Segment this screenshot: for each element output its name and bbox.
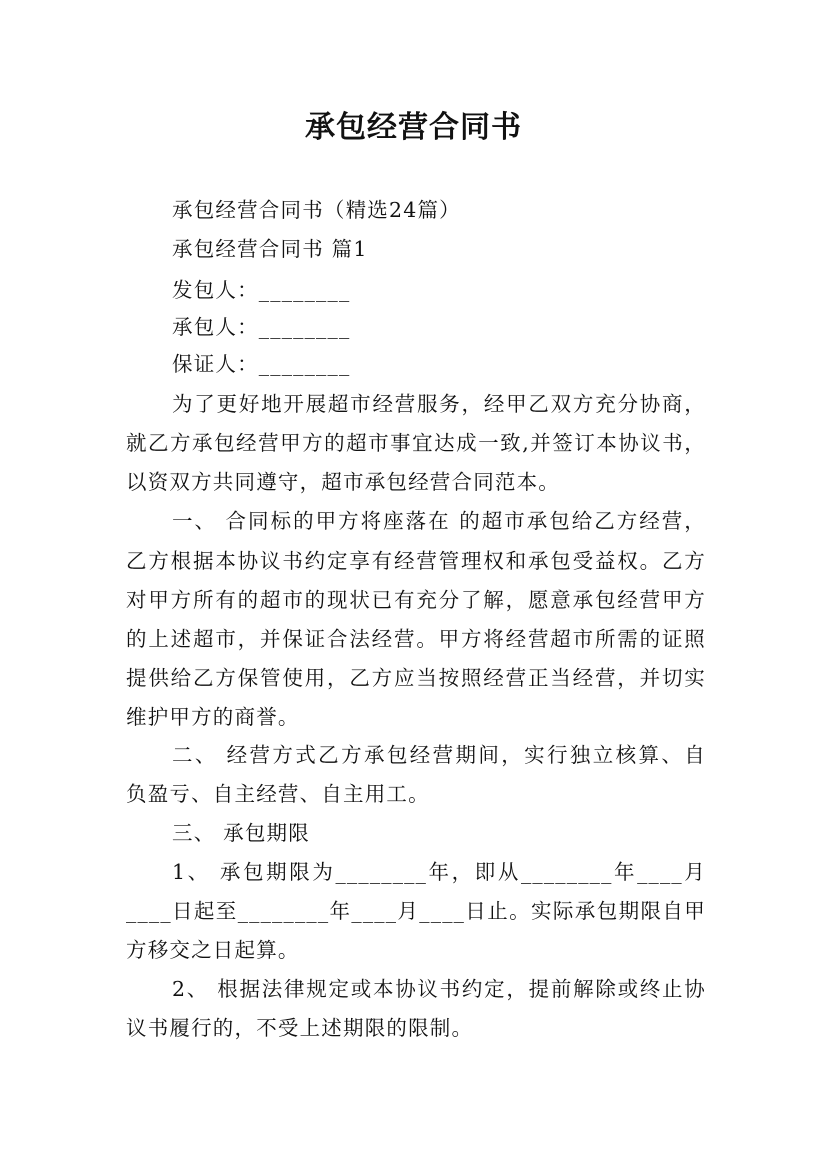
- paragraph-line: 为了更好地开展超市经营服务，经甲乙双方充分协商，: [172, 392, 706, 416]
- clause-1-line: 一、 合同标的甲方将座落在 的超市承包给乙方经营，: [172, 509, 706, 533]
- clause-3-item-2-line: 议书履行的，不受上述期限的限制。: [126, 1016, 474, 1040]
- section-heading: 承包经营合同书 篇1: [172, 237, 368, 261]
- clause-3-item-1-line: ____日起至________年____月____日止。实际承包期限自甲: [126, 899, 706, 923]
- clause-1-line: 维护甲方的商誉。: [126, 705, 300, 729]
- paragraph-line: 就乙方承包经营甲方的超市事宜达成一致,并签订本协议书，: [126, 431, 706, 455]
- document-title: 承包经营合同书: [305, 110, 522, 145]
- clause-1-line: 乙方根据本协议书约定享有经营管理权和承包受益权。乙方: [126, 549, 706, 573]
- paragraph-line: 以资双方共同遵守，超市承包经营合同范本。: [126, 470, 560, 494]
- clause-2-line: 负盈亏、自主经营、自主用工。: [126, 782, 430, 806]
- clause-2-line: 二、 经营方式乙方承包经营期间，实行独立核算、自: [172, 743, 706, 767]
- clause-3-item-1-line: 1、 承包期限为________年，即从________年____月: [172, 860, 706, 884]
- party-contractor: 承包人：________: [172, 315, 351, 339]
- subtitle-line: 承包经营合同书（精选24篇）: [172, 198, 461, 222]
- clause-1-line: 对甲方所有的超市的现状已有充分了解，愿意承包经营甲方: [126, 588, 706, 612]
- clause-3-item-2-line: 2、 根据法律规定或本协议书约定，提前解除或终止协: [172, 977, 706, 1001]
- clause-1-line: 提供给乙方保管使用，乙方应当按照经营正当经营，并切实: [126, 666, 706, 690]
- party-guarantor: 保证人：________: [172, 352, 351, 376]
- party-contractor-issuer: 发包人：________: [172, 278, 351, 302]
- clause-1-line: 的上述超市，并保证合法经营。甲方将经营超市所需的证照: [126, 627, 706, 651]
- clause-3-item-1-line: 方移交之日起算。: [126, 938, 300, 962]
- clause-3-heading: 三、 承包期限: [172, 821, 310, 845]
